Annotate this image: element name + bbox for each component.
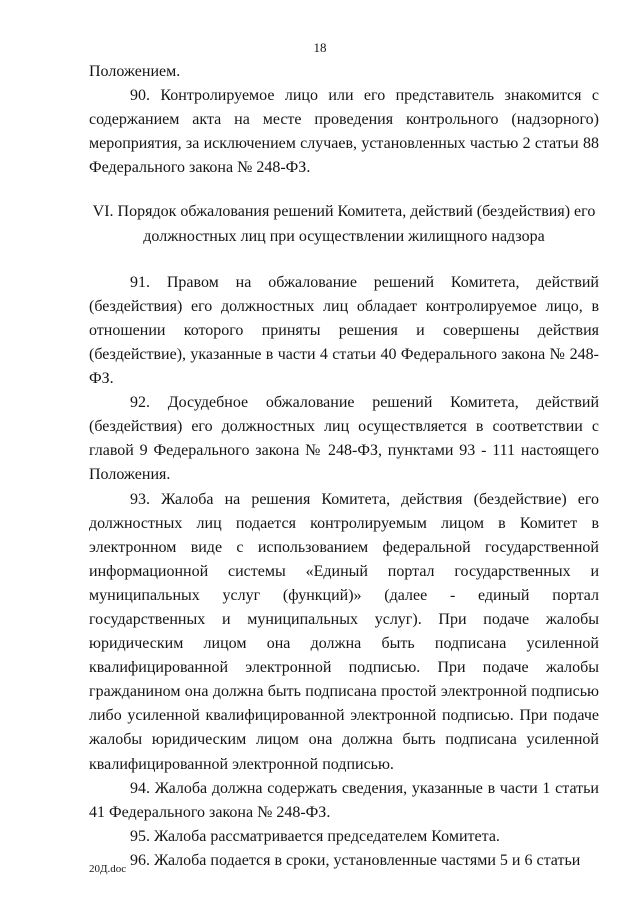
- footer-filename: 20Д.doc: [89, 863, 127, 875]
- paragraph-96: 96. Жалоба подается в сроки, установленные частями 5 и 6 статьи: [130, 851, 581, 869]
- section-heading-line-2: должностных лиц при осуществлении жилищного надзора: [143, 227, 545, 245]
- section-heading: [89, 200, 599, 248]
- paragraph-93: 93. Жалоба на решения Комитета, действия (бездействие) его должностных лиц подается контролируемым лицом в Комитет в электронном виде с использованием федеральной государственной информационной системы «Единый портал государственных и муниципальных услуг (функций)» (далее - единый портал государственных и муниципальных услуг). При подаче жалобы юридическим лицом она должна быть подписана усиленной квалифицированной электронной подписью. При подаче жалобы гражданином она должна быть подписана простой электронной подписью либо усиленной квалифицированной электронной подписью. При подаче жалобы юридическим лицом она должна быть подписана усиленной квалифицированной электронной подписью.: [89, 490, 599, 773]
- document-body: [89, 60, 599, 873]
- continuation-text: Положением.: [89, 63, 181, 80]
- paragraph-95: 95. Жалоба рассматривается председателем Комитета.: [130, 827, 500, 845]
- page-number: 18: [313, 40, 327, 55]
- paragraph-90: 90. Контролируемое лицо или его представитель знакомится с содержанием акта на месте проведения контрольного (надзорного) мероприятия, за исключением случаев, установленных частью 2 статьи 88 Федерального закона № 248-ФЗ.: [89, 87, 599, 177]
- section-heading-line-1: VI. Порядок обжалования решений Комитета, действий (бездействия) его: [92, 203, 596, 221]
- paragraph-91: 91. Правом на обжалование решений Комитета, действий (бездействия) его должностных лиц обладает контролируемое лицо, в отношении которого приняты решения и совершены действия (бездействие), указанные в части 4 статьи 40 Федерального закона № 248-ФЗ.: [89, 273, 599, 388]
- paragraph-92: 92. Досудебное обжалование решений Комитета, действий (бездействия) его должностных лиц осуществляется в соответствии с главой 9 Федерального закона № 248-ФЗ, пунктами 93 - 111 настоящего Положения.: [89, 394, 599, 484]
- paragraph-94: 94. Жалоба должна содержать сведения, указанные в части 1 статьи 41 Федерального закона № 248-ФЗ.: [89, 779, 599, 821]
